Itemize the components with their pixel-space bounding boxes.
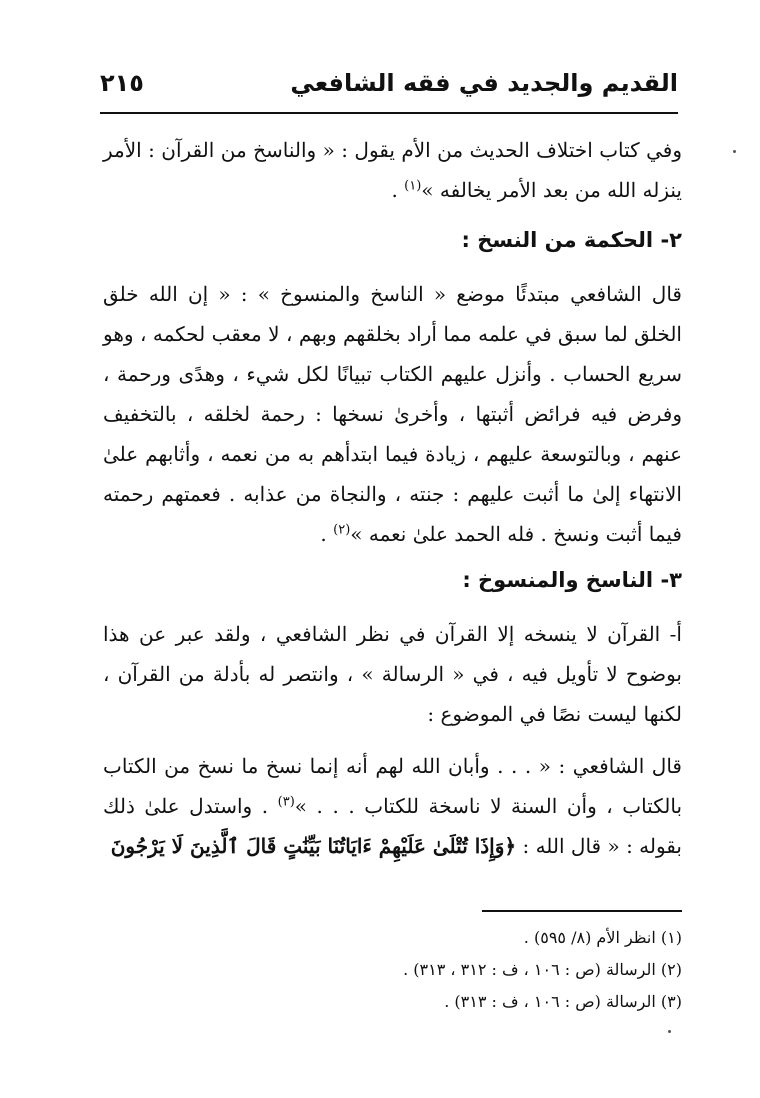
paragraph-quran-abrogation: أ- القرآن لا ينسخه إلا القرآن في نظر الشافعي ، ولقد عبر عن هذا بوضوح لا تأويل فيه ، في « الرسالة » ، وانتصر له بأدلة من القرآن ، لكنها ليست نصًا في الموضوع : — [103, 622, 682, 726]
paragraph-wisdom-text: قال الشافعي مبتدئًا موضع « الناسخ والمنسوخ » : « إن الله خلق الخلق لما سبق في علمه مما أراد بخلقهم وبهم ، لا معقب لحكمه ، وهو سريع الحساب . وأنزل عليهم الكتاب تبيانًا لكل شيء ، وهدًى ورحمة ، وفرض فيه فرائض أثبتها ، وأخرىٰ نسخها : رحمة لخلقه ، بالتخفيف عنهم ، وبالتوسعة عليهم ، زيادة فيما ابتدأهم به من نعمه ، وأثابهم علىٰ الانتهاء إلىٰ ما أثبت عليهم : جنته ، والنجاة من عذابه . فعمتهم رحمته فيما أثبت ونسخ . فله الحمد علىٰ نعمه » — [103, 282, 682, 546]
running-title: القديم والجديد في فقه الشافعي — [290, 69, 678, 97]
paragraph-intro-text: وفي كتاب اختلاف الحديث من الأم يقول : « والناسخ من القرآن : الأمر ينزله الله من بعد الأمر يخالفه » — [103, 138, 682, 202]
main-text — [103, 130, 682, 866]
footnote-3: (٣) الرسالة (ص : ١٠٦ ، ف : ٣١٣) . — [444, 992, 682, 1011]
footnote-marker-3[interactable]: (٣) — [277, 794, 295, 810]
paragraph-shafii-quote — [103, 746, 682, 866]
paragraph-intro-end: . — [391, 178, 405, 202]
paragraph-wisdom-end: . — [320, 522, 334, 546]
stray-dot — [668, 1030, 671, 1033]
header-rule — [100, 112, 678, 114]
footnote-marker-2[interactable]: (٢) — [333, 522, 351, 538]
paragraph-quote-text: قال الشافعي : « . . . وأبان الله لهم أنه إنما نسخ ما نسخ من الكتاب بالكتاب ، وأن السنة لا ناسخة للكتاب . . . » — [103, 754, 683, 818]
footnotes — [103, 922, 682, 1018]
stray-dot — [733, 150, 736, 153]
footnote-marker-1[interactable]: (١) — [404, 178, 422, 194]
quran-verse: ﴿وَإِذَا تُتْلَىٰ عَلَيْهِمْ ءَايَاتُنَا بَيِّنَٰتٍ قَالَ ٱلَّذِينَ لَا يَرْجُونَ — [110, 834, 517, 858]
paragraph-wisdom — [103, 274, 682, 554]
footnote-1: (١) انظر الأم (٨/ ٥٩٥) . — [523, 928, 682, 947]
footnote-rule — [482, 910, 682, 912]
paragraph-intro — [103, 130, 682, 210]
section-heading-wisdom: ٢- الحكمة من النسخ : — [461, 228, 682, 252]
paragraph-quote-continuation: . واستدل علىٰ ذلك بقوله : « قال الله : — [103, 794, 682, 858]
footnote-2: (٢) الرسالة (ص : ١٠٦ ، ف : ٣١٢ ، ٣١٣) . — [403, 960, 682, 979]
page-header — [100, 62, 678, 104]
page-number: ٢١٥ — [100, 69, 144, 97]
section-heading-abrogation: ٣- الناسخ والمنسوخ : — [462, 568, 682, 592]
